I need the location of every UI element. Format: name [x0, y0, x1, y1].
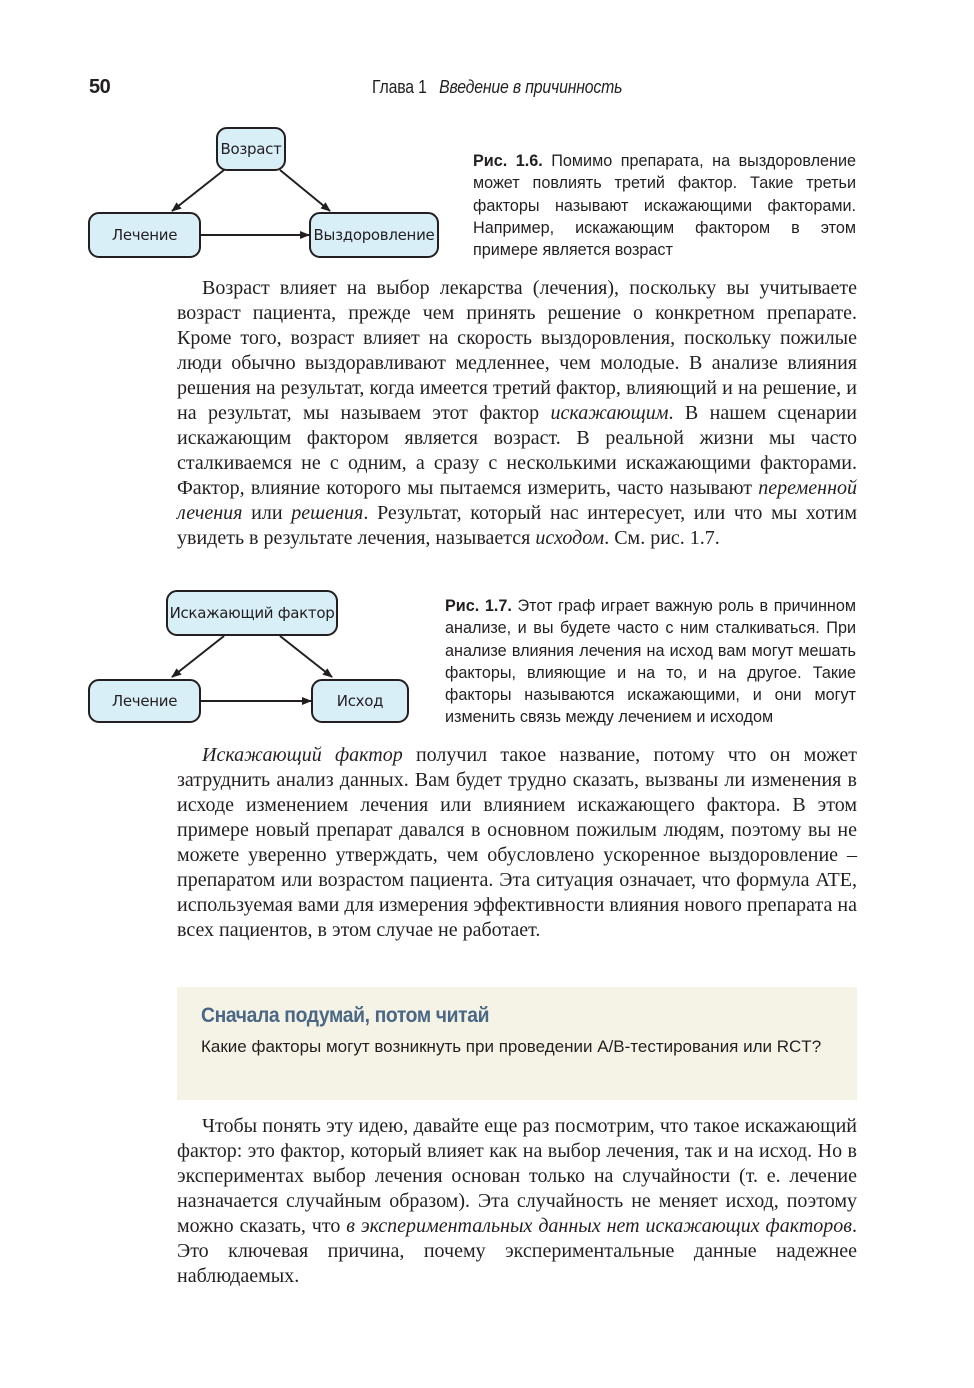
- paragraph-2: [177, 743, 857, 943]
- term-no-confounders: в экспериментальных данных нет искажающих факторов: [346, 1215, 852, 1237]
- text-run: . См. рис. 1.7.: [604, 527, 720, 549]
- node-recovery: Выздоровление: [309, 212, 439, 258]
- think-first-question: Какие факторы могут возникнуть при проведении A/B-тестирования или RCT?: [201, 1037, 822, 1056]
- figure-1-7-caption: [445, 595, 856, 729]
- chapter-label: Глава 1: [372, 77, 427, 97]
- text-run: . В нашем сценарии искажающим фактором является возраст. В реальной жизни мы часто сталкиваемся не с одним, а сразу с несколькими искажающими факторами. Фактор, влияние которого мы пытаемся измерить, часто называют: [177, 402, 857, 499]
- arrow-confounder-to-outcome: [280, 636, 332, 677]
- paragraph-3: [177, 1114, 857, 1289]
- think-first-box: [177, 987, 857, 1100]
- node-confounder: Искажающий фактор: [166, 590, 338, 636]
- text-run: Чтобы понять эту идею, давайте еще раз посмотрим, что такое искажающий фактор: это фактор, который влияет как на выбор лечения, так и на исход. Но в экспериментах выбор лечения основан только на случайности (т. е. лечение назначается случайным образом). Эта случайность не меняет исход, поэтому можно сказать, что: [177, 1115, 857, 1237]
- term-treatment-variable: переменной лечения: [177, 477, 857, 524]
- term-outcome: исходом: [535, 527, 605, 549]
- node-age: Возраст: [216, 127, 286, 171]
- node-treatment: Лечение: [88, 212, 201, 258]
- node-outcome: Исход: [311, 679, 409, 723]
- figure-1-6-label: Рис. 1.6.: [473, 152, 543, 170]
- node-treatment: Лечение: [88, 679, 201, 723]
- term-decision: решения: [291, 502, 364, 524]
- figure-1-7-label: Рис. 1.7.: [445, 597, 512, 615]
- figure-1-6-caption-text: Помимо препарата, на выздоровление может повлиять третий фактор. Такие третьи факторы называют искажающими факторами. Например, искажающим фактором в этом примере является возраст: [473, 152, 856, 260]
- text-run: . Результат, который нас интересует, или что мы хотим увидеть в результате лечения, называется: [177, 502, 857, 549]
- think-first-title: Сначала подумай, потом читай: [201, 1004, 490, 1027]
- text-run: получил такое название, потому что он может затруднить анализ данных. Вам будет трудно сказать, вызваны ли изменения в исходе изменением лечения или влиянием искажающего фактора. В этом примере новый препарат давался в основном пожилым людям, поэтому вы не можете уверенно утверждать, чем обусловлено ускоренное выздоровление – препаратом или возрастом пациента. Эта ситуация означает, что формула ATE, используемая вами для измерения эффективности влияния нового препарата на всех пациентов, в этом случае не работает.: [177, 744, 857, 941]
- chapter-title: Введение в причинность: [439, 77, 623, 97]
- text-run: Возраст влияет на выбор лекарства (лечения), поскольку вы учитываете возраст пациента, прежде чем принять решение о конкретном препарате. Кроме того, возраст влияет на скорость выздоровления, поскольку пожилые люди обычно выздоравливают медленнее, чем молодые. В анализе влияния решения на результат, когда имеется третий фактор, влияющий и на решение, и на результат, мы называем этот фактор: [177, 277, 857, 424]
- figure-1-7-caption-text: Этот граф играет важную роль в причинном анализе, и вы будете часто с ним сталкиваться. При анализе влияния лечения на исход вам могут мешать факторы, влияющие и на то, и на другое. Такие факторы называются искажающими, и они могут изменить связь между лечением и исходом: [445, 597, 856, 727]
- text-run: или: [242, 502, 292, 524]
- arrow-confounder-to-treatment: [172, 636, 224, 677]
- term-confounding-factor: Искажающий фактор: [202, 744, 403, 766]
- term-confounding: искажающим: [550, 402, 669, 424]
- text-run: . Это ключевая причина, почему экспериментальные данные надежнее наблюдаемых.: [177, 1215, 857, 1287]
- page-number: 50: [89, 76, 111, 98]
